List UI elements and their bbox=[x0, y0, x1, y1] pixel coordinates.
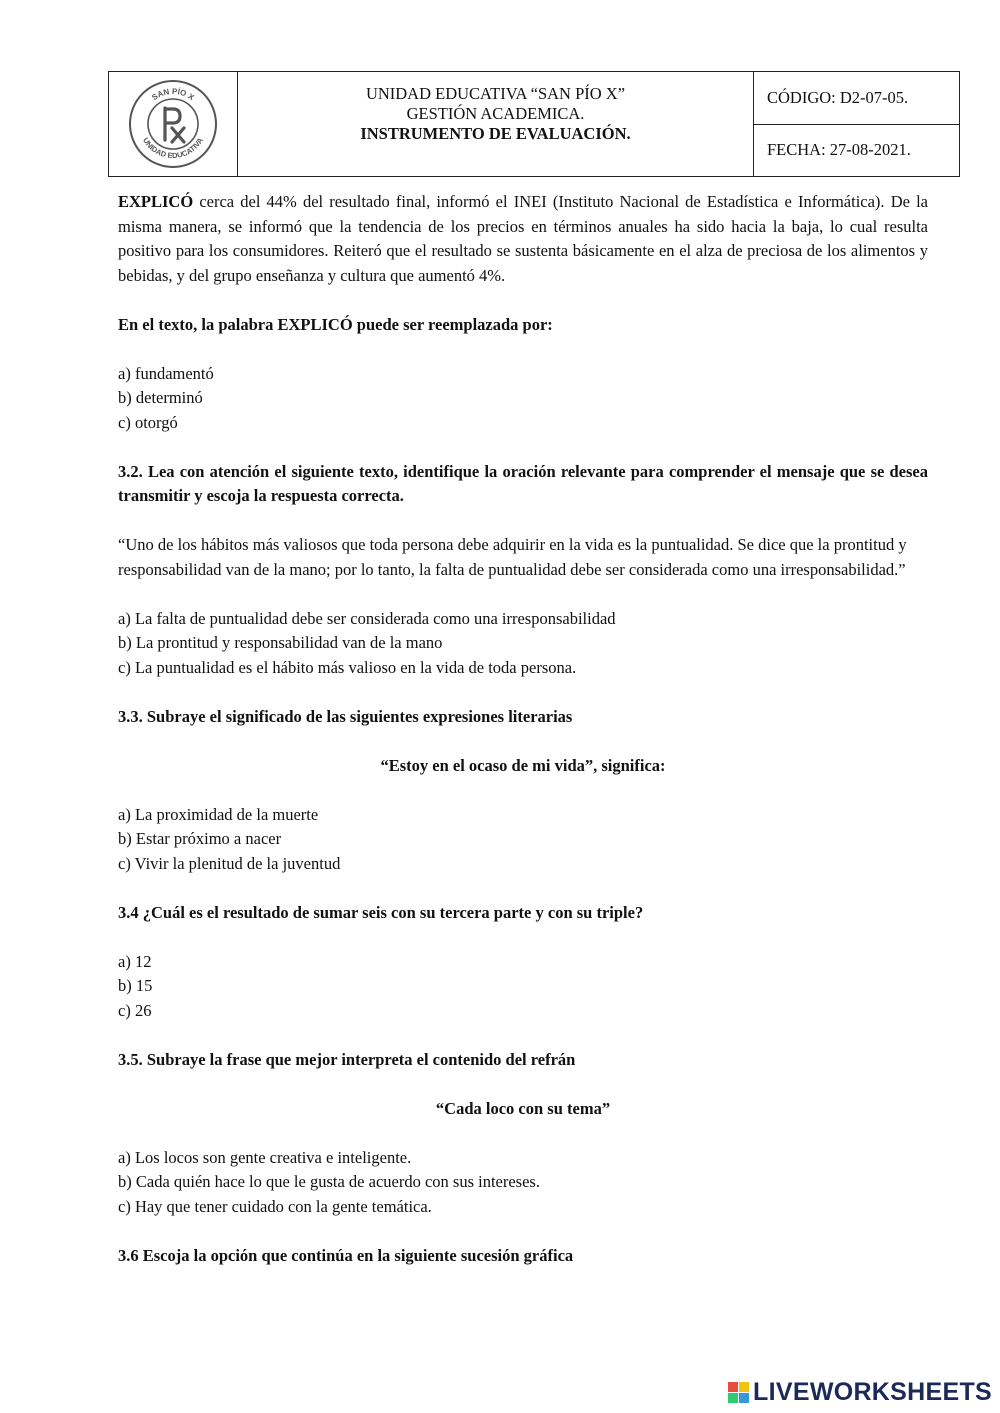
document-code: CÓDIGO: D2-07-05. bbox=[767, 87, 909, 107]
school-logo bbox=[127, 78, 219, 170]
option-item[interactable]: b) determinó bbox=[118, 388, 203, 407]
logo-cell bbox=[109, 72, 238, 176]
option-item[interactable]: c) Hay que tener cuidado con la gente temática. bbox=[118, 1196, 432, 1216]
question-3-5-saying: “Cada loco con su tema” bbox=[435, 1098, 611, 1118]
option-item[interactable]: c) Vivir la plenitud de la juventud bbox=[118, 853, 341, 873]
school-name: UNIDAD EDUCATIVA “SAN PÍO X” bbox=[365, 84, 626, 103]
question-3-6-title: 3.6 Escoja la opción que continúa en la siguiente sucesión gráfica bbox=[118, 1245, 574, 1265]
liveworksheets-brand[interactable] bbox=[728, 1378, 992, 1407]
option-item[interactable]: b) Cada quién hace lo que le gusta de acuerdo con sus intereses. bbox=[118, 1172, 540, 1191]
option-item[interactable]: c) 26 bbox=[118, 1000, 152, 1020]
document-date: FECHA: 27-08-2021. bbox=[754, 124, 959, 177]
option-item[interactable]: b) Estar próximo a nacer bbox=[118, 829, 282, 848]
intro-paragraph bbox=[118, 190, 928, 288]
svg-text:SAN PÍO X bbox=[150, 87, 196, 103]
question-3-4-title: 3.4 ¿Cuál es el resultado de sumar seis con su tercera parte y con su triple? bbox=[118, 902, 644, 922]
option-item[interactable]: b) La prontitud y responsabilidad van de la mano bbox=[118, 633, 443, 652]
brand-name: LIVEWORKSHEETS bbox=[753, 1378, 992, 1406]
document-header bbox=[108, 71, 960, 177]
question-3-3-title: 3.3. Subraye el significado de las siguientes expresiones literarias bbox=[118, 706, 573, 726]
option-item[interactable]: a) Los locos son gente creativa e inteligente. bbox=[118, 1147, 412, 1167]
option-item[interactable]: a) fundamentó bbox=[118, 363, 214, 383]
intro-lead-word: EXPLICÓ bbox=[118, 192, 194, 211]
question-3-2-title: 3.2. Lea con atención el siguiente texto, identifique la oración relevante para comprender el mensaje que se desea transmitir y escoja la respuesta correcta. bbox=[118, 461, 928, 505]
header-meta-cell bbox=[754, 72, 959, 176]
option-item[interactable]: a) La falta de puntualidad debe ser considerada como una irresponsabilidad bbox=[118, 608, 616, 628]
question-3-3-expression: “Estoy en el ocaso de mi vida”, significa: bbox=[380, 755, 666, 775]
logo-top-text: SAN PÍO X bbox=[150, 86, 196, 103]
instrument-title: INSTRUMENTO DE EVALUACIÓN. bbox=[360, 124, 631, 143]
brand-logo-icon bbox=[728, 1382, 749, 1403]
intro-question: En el texto, la palabra EXPLICÓ puede ser reemplazada por: bbox=[118, 314, 553, 334]
question-3-5-title: 3.5. Subraye la frase que mejor interpreta el contenido del refrán bbox=[118, 1049, 576, 1069]
option-item[interactable]: b) 15 bbox=[118, 976, 153, 995]
option-item[interactable]: c) La puntualidad es el hábito más valioso en la vida de toda persona. bbox=[118, 657, 577, 677]
px-monogram bbox=[165, 108, 184, 142]
department-name: GESTIÓN ACADEMICA. bbox=[406, 104, 585, 123]
intro-text: cerca del 44% del resultado final, informó el INEI (Instituto Nacional de Estadística e Informática). De la misma manera, se informó que la tendencia de los precios en términos anuales ha sido hacia la baja, lo cual resulta positivo para los consumidores. Reiteró que el resultado se sustenta básicamente en el alza de preciosa de los alimentos y bebidas, y del grupo enseñanza y cultura que aumentó 4%. bbox=[118, 192, 928, 285]
question-3-2-quote: “Uno de los hábitos más valiosos que toda persona debe adquirir en la vida es la puntualidad. Se dice que la prontitud y responsabilidad van de la mano; por lo tanto, la falta de puntualidad debe ser considerada como una irresponsabilidad.” bbox=[118, 535, 907, 579]
logo-bottom-text: UNIDAD EDUCATIVA bbox=[141, 136, 205, 161]
header-title-cell bbox=[238, 72, 754, 176]
option-item[interactable]: a) 12 bbox=[118, 951, 152, 971]
document-body bbox=[118, 190, 928, 1268]
option-item[interactable]: a) La proximidad de la muerte bbox=[118, 804, 319, 824]
option-item[interactable]: c) otorgó bbox=[118, 412, 178, 432]
